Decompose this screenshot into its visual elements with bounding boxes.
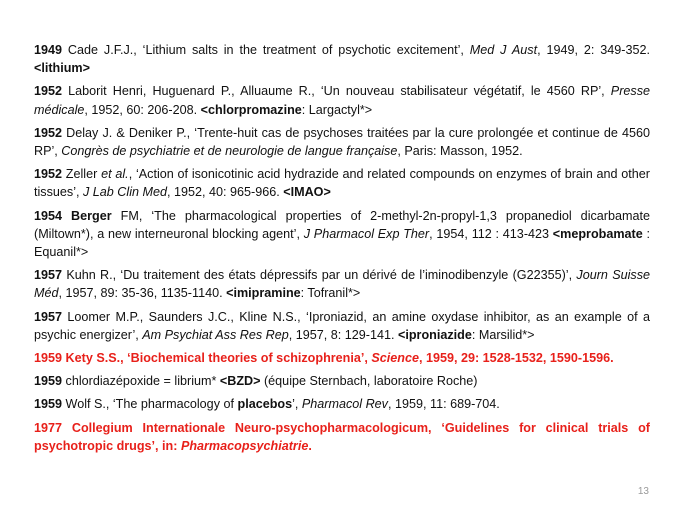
reference-etal: et al.: [101, 167, 129, 182]
reference-text: , 1952, 60: 206-208.: [84, 102, 201, 117]
reference-text: Cade J.F.J., ‘Lithium salts in the treatment of psychotic excitement’,: [62, 43, 470, 57]
reference-text: Zeller: [62, 167, 102, 182]
drug-tag: <lithium>: [34, 61, 90, 76]
reference-text: , 1959, 29: 1528-1532, 1590-1596.: [418, 351, 614, 366]
reference-year: 1954: [34, 208, 63, 223]
reference-year: 1952: [34, 84, 63, 99]
reference-journal: Congrès de psychiatrie et de neurologie de langue française: [61, 144, 398, 159]
reference-year: 1977: [34, 420, 63, 435]
reference-text: , 1957, 8: 129-141.: [288, 327, 399, 342]
reference-year: 1957: [34, 268, 63, 283]
reference-item: [34, 266, 650, 302]
drug-tag: <iproniazide: [398, 327, 472, 342]
reference-item: [34, 165, 650, 201]
reference-item: [34, 308, 650, 344]
reference-item: [34, 124, 650, 160]
reference-text: , 1959, 11: 689-704.: [387, 397, 500, 412]
reference-journal: Pharmacopsychiatrie: [180, 438, 309, 453]
reference-journal: Med J Aust: [469, 43, 538, 57]
drug-tag-rest: : Tofranil*>: [300, 286, 361, 301]
reference-text: Loomer M.P., Saunders J.C., Kline N.S., ‘Iproniazid, an amine oxydase inhibitor, as an example of a psychic energizer’,: [34, 309, 650, 342]
reference-list: [34, 41, 650, 460]
reference-item: [34, 82, 650, 118]
reference-text: Delay J. & Deniker P., ‘Trente-huit cas de psychoses traitées par la cure prolongée et continue de 4560 RP’,: [34, 125, 650, 159]
reference-author: Berger: [62, 208, 112, 223]
reference-year: 1959: [34, 397, 63, 412]
reference-item-highlighted: [34, 419, 650, 455]
reference-text: chlordiazépoxide = librium*: [62, 374, 220, 389]
reference-year: 1952: [34, 125, 63, 140]
drug-tag: <meprobamate: [552, 226, 643, 241]
reference-text: , ‘Action of isonicotinic acid hydrazide and related compounds on enzymes of brain and other tissues’,: [34, 167, 650, 200]
drug-tag-rest: : Marsilid*>: [471, 327, 535, 342]
reference-item: [34, 207, 650, 262]
reference-text: Laborit Henri, Huguenard P., Alluaume R., ‘Un nouveau stabilisateur végétatif, le 4560 RP’,: [62, 84, 611, 99]
reference-year: 1959: [34, 374, 63, 389]
reference-text: Collegium Internationale Neuro-psychopharmacologicum, ‘Guidelines for clinical trials of psychotropic drugs’, in:: [34, 420, 650, 453]
drug-tag-rest: : Largactyl*>: [301, 102, 373, 117]
reference-text: , Paris: Masson, 1952.: [397, 144, 523, 159]
reference-text: Wolf S., ‘The pharmacology of: [62, 397, 238, 412]
reference-journal: Pharmacol Rev: [301, 397, 388, 412]
reference-item-highlighted: [34, 349, 650, 367]
reference-text: , 1954, 112 : 413-423: [429, 226, 553, 241]
reference-journal: Journ Suisse Méd: [34, 268, 650, 301]
reference-text: , 1952, 40: 965-966.: [167, 185, 284, 200]
reference-item: [34, 395, 650, 413]
reference-text: FM, ‘The pharmacological properties of 2-methyl-2n-propyl-1,3 propanediol dicarbamate (Miltown*), a new interneuronal blocking agent’,: [34, 208, 650, 241]
reference-year: 1952: [34, 167, 63, 182]
reference-journal: J Pharmacol Exp Ther: [303, 226, 430, 241]
page-number: 13: [637, 486, 649, 497]
reference-text: , 1949, 2: 349-352.: [537, 43, 650, 57]
reference-year: 1959: [34, 351, 63, 366]
drug-tag: <imipramine: [226, 286, 301, 301]
reference-text: Kuhn R., ‘Du traitement des états dépressifs par un dérivé de l’iminodibenzyle (G22355)’,: [62, 268, 577, 283]
drug-tag: <chlorpromazine: [200, 102, 302, 117]
reference-item: [34, 41, 650, 77]
reference-year: 1957: [34, 309, 63, 324]
reference-text: Kety S.S., ‘Biochemical theories of schizophrenia’,: [62, 351, 372, 366]
reference-text: .: [308, 438, 312, 453]
reference-keyword: placebos: [237, 397, 293, 412]
reference-item: [34, 372, 650, 390]
reference-journal: J Lab Clin Med: [83, 185, 167, 200]
reference-text: ’,: [292, 397, 302, 412]
reference-text: , 1957, 89: 35-36, 1135-1140.: [58, 286, 227, 301]
drug-tag-rest: : Equanil*>: [34, 226, 651, 260]
reference-year: 1949: [34, 43, 63, 57]
drug-tag: <BZD>: [219, 374, 261, 389]
reference-journal: Science: [371, 351, 419, 366]
drug-tag: <IMAO>: [283, 185, 331, 200]
reference-text: (équipe Sternbach, laboratoire Roche): [260, 374, 478, 389]
reference-journal: Presse médicale: [34, 84, 650, 117]
reference-journal: Am Psychiat Ass Res Rep: [142, 327, 289, 342]
